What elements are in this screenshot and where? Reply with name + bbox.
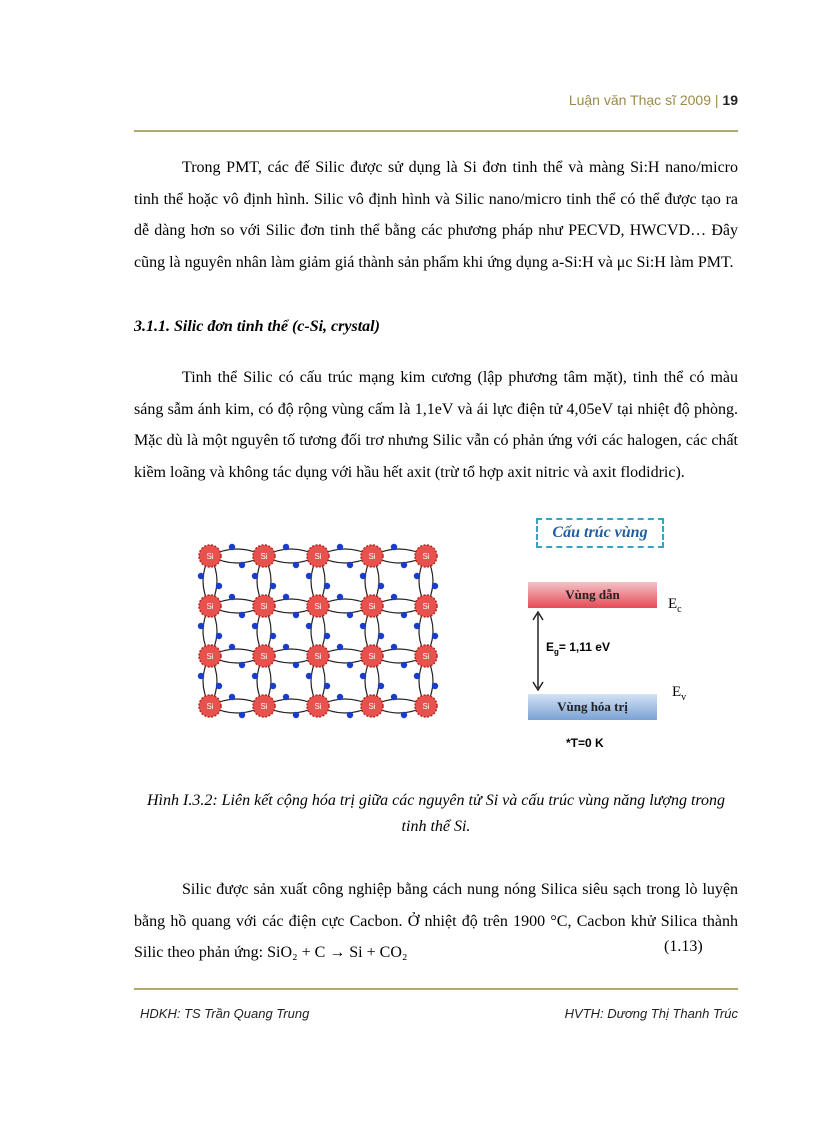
electron (401, 612, 407, 618)
si-atom-label: Si (368, 602, 376, 611)
electron (337, 544, 343, 550)
footer-student: HVTH: Dương Thị Thanh Trúc (564, 1006, 738, 1021)
electron (347, 562, 353, 568)
electron (414, 673, 420, 679)
electron (360, 573, 366, 579)
si-atom-label: Si (314, 552, 322, 561)
electron (337, 644, 343, 650)
electron (283, 594, 289, 600)
electron (401, 562, 407, 568)
si-atom-label: Si (368, 652, 376, 661)
electron (432, 583, 438, 589)
si-atom-label: Si (260, 652, 268, 661)
electron (337, 594, 343, 600)
electron (198, 673, 204, 679)
si-atom-label: Si (422, 702, 430, 711)
electron (252, 573, 258, 579)
electron (391, 544, 397, 550)
si-atom-label: Si (206, 602, 214, 611)
electron (293, 712, 299, 718)
footer-rule (134, 988, 738, 990)
si-atom-label: Si (260, 702, 268, 711)
electron (324, 583, 330, 589)
electron (198, 623, 204, 629)
electron (293, 662, 299, 668)
electron (283, 644, 289, 650)
si-atom-label: Si (368, 702, 376, 711)
electron (391, 644, 397, 650)
electron (414, 573, 420, 579)
paragraph-crystal: Tinh thể Silic có cấu trúc mạng kim cương (lập phương tâm mặt), tinh thể có màu sáng sẫm ánh kim, có độ rộng vùng cấm là 1,1eV và ái lực điện tử 4,05eV tại nhiệt độ phòng. Mặc dù là một nguyên tố tương đối trơ nhưng Silic vẫn có phản ứng với các halogen, các chất kiềm loãng và không tác dụng với hầu hết axit (trừ tổ hợp axit nitric và axit flodidric). (134, 369, 738, 481)
electron (293, 562, 299, 568)
electron (239, 712, 245, 718)
si-atom-label: Si (422, 652, 430, 661)
electron (432, 633, 438, 639)
si-atom-label: Si (314, 602, 322, 611)
si-atom-label: Si (422, 602, 430, 611)
electron (229, 644, 235, 650)
electron (391, 694, 397, 700)
header-separator: | (714, 92, 719, 108)
conduction-band: Vùng dẫn (528, 582, 657, 608)
electron (432, 683, 438, 689)
electron (239, 612, 245, 618)
electron (347, 662, 353, 668)
electron (378, 583, 384, 589)
si-atom-label: Si (206, 652, 214, 661)
paragraph-production: Silic được sản xuất công nghiệp bằng cách nung nóng Silica siêu sạch trong lò luyện bằng hồ quang với các điện cực Cacbon. Ở nhiệt độ trên 1900 °C, Cacbon khử Silica thành Silic theo phản ứng: SiO₂ + C → Si + CO₂ (134, 881, 738, 961)
electron (414, 623, 420, 629)
si-atom-label: Si (260, 602, 268, 611)
header-title: Luận văn Thạc sĩ 2009 (568, 92, 711, 108)
valence-band: Vùng hóa trị (528, 694, 657, 720)
ev-label: $E_v$ (672, 684, 687, 703)
electron (378, 633, 384, 639)
electron (283, 694, 289, 700)
si-atom-label: Si (206, 702, 214, 711)
electron (306, 573, 312, 579)
page-header (569, 92, 738, 108)
electron (324, 683, 330, 689)
electron (229, 594, 235, 600)
si-atom-label: Si (314, 652, 322, 661)
electron (270, 683, 276, 689)
electron (216, 583, 222, 589)
electron (391, 594, 397, 600)
silicon-lattice-diagram (188, 538, 456, 724)
si-atom-label: Si (206, 552, 214, 561)
header-rule (134, 130, 738, 132)
page-number: 19 (722, 92, 738, 108)
figure-caption: Hình I.3.2: Liên kết cộng hóa trị giữa các nguyên tử Si và cấu trúc vùng năng lượng trong tinh thể Si. (146, 792, 726, 835)
paragraph-intro: Trong PMT, các đế Silic được sử dụng là Si đơn tinh thể và màng Si:H nano/micro tinh thể hoặc vô định hình. Silic vô định hình và Silic nano/micro tinh thể có thể được tạo ra dễ dàng hơn so với Silic đơn tinh thể bằng các phương pháp như PECVD, HWCVD… Đây cũng là nguyên nhân làm giảm giá thành sản phẩm khi ứng dụng a-Si:H và μc Si:H làm PMT. (134, 159, 738, 271)
electron (401, 712, 407, 718)
electron (347, 712, 353, 718)
electron (239, 562, 245, 568)
section-heading: 3.1.1. Silic đơn tinh thể (c-Si, crystal) (134, 318, 380, 335)
electron (229, 544, 235, 550)
electron (360, 623, 366, 629)
band-structure-title: Cấu trúc vùng (536, 518, 664, 548)
electron (252, 673, 258, 679)
reaction-formula: SiO₂ + C → Si + CO₂ (267, 944, 408, 961)
electron (239, 662, 245, 668)
electron (216, 633, 222, 639)
ec-label: $E_c$ (668, 596, 682, 615)
electron (324, 633, 330, 639)
electron (270, 583, 276, 589)
electron (337, 694, 343, 700)
footer-advisor: HDKH: TS Trần Quang Trung (140, 1006, 310, 1021)
electron (378, 683, 384, 689)
electron (347, 612, 353, 618)
si-atom-label: Si (422, 552, 430, 561)
electron (360, 673, 366, 679)
electron (252, 623, 258, 629)
band-gap-label: $E_g= 1,11$ eV (546, 640, 610, 657)
electron (270, 633, 276, 639)
electron (306, 673, 312, 679)
electron (216, 683, 222, 689)
si-atom-label: Si (314, 702, 322, 711)
electron (229, 694, 235, 700)
temperature-note: *T=0 K (566, 736, 604, 750)
si-atom-label: Si (260, 552, 268, 561)
si-atom-label: Si (368, 552, 376, 561)
band-gap-arrow (530, 608, 546, 694)
electron (198, 573, 204, 579)
equation-number: (1.13) (664, 938, 703, 955)
electron (401, 662, 407, 668)
electron (293, 612, 299, 618)
electron (283, 544, 289, 550)
electron (306, 623, 312, 629)
